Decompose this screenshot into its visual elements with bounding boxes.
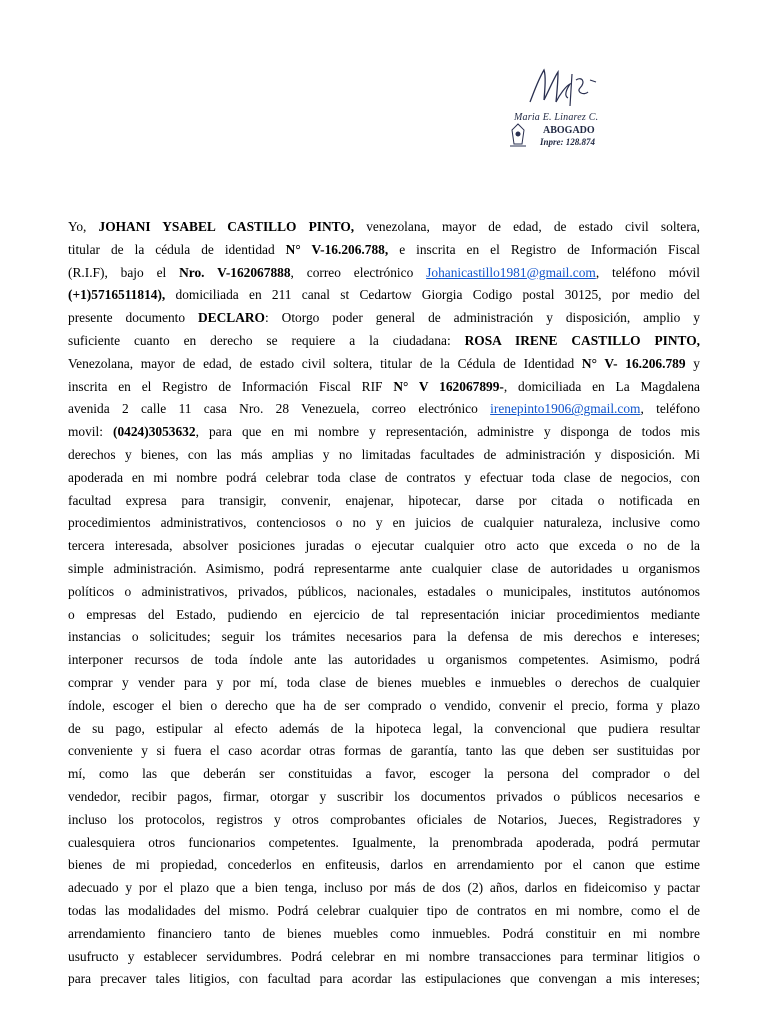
bold-text: JOHANI YSABEL CASTILLO PINTO, xyxy=(98,219,355,234)
body-text-run: incluso los protocolos, registros y otros comprobantes oficiales de Notarios, Jueces, Registradores y xyxy=(68,811,700,827)
body-line xyxy=(68,262,700,285)
stamp-inpre: Inpre: 128.874 xyxy=(540,137,596,147)
bold-text: DECLARO xyxy=(198,310,265,326)
body-text-run: o empresas del Estado, pudiendo en ejercicio de tal representación iniciar procedimientos mediante xyxy=(68,606,700,622)
body-line xyxy=(68,535,700,558)
body-text-run: domiciliada en 211 canal st Cedartow Giorgia Codigo postal 30125, por medio del xyxy=(165,287,700,303)
body-line xyxy=(68,763,700,786)
body-line xyxy=(68,786,700,809)
body-text-run: movil: xyxy=(68,424,113,440)
body-line xyxy=(68,626,700,649)
body-line xyxy=(68,444,700,467)
body-line xyxy=(68,330,700,353)
body-line xyxy=(68,216,700,239)
body-text-run: instancias o solicitudes; seguir los trámites necesarios para la defensa de mis derechos e intereses; xyxy=(68,629,700,645)
body-line xyxy=(68,877,700,900)
body-text-run: presente documento xyxy=(68,310,199,326)
body-line xyxy=(68,809,700,832)
body-line xyxy=(68,558,700,581)
body-text-run: titular de la cédula de identidad xyxy=(68,241,286,257)
body-line xyxy=(68,284,700,307)
body-text-run: políticos o administrativos, privados, públicos, nacionales, estadales o municipales, institutos autónomos xyxy=(68,583,700,599)
body-text-run: Yo, xyxy=(68,219,99,234)
body-text-run: simple administración. Asimismo, podrá representarme ante cualquier clase de autoridades u organismos xyxy=(68,560,700,576)
body-line xyxy=(68,900,700,923)
bold-text: ROSA IRENE CASTILLO PINTO, xyxy=(464,332,700,348)
body-line xyxy=(68,649,700,672)
body-text-run: : Otorgo poder general de administración y disposición, amplio y xyxy=(264,310,700,326)
body-line xyxy=(68,672,700,695)
body-text-run: usufructo y establecer servidumbres. Podrá celebrar en mi nombre transacciones para terminar litigios o xyxy=(68,948,700,964)
body-text-run: mí, como las que deberán ser constituidas a favor, escoger la persona del comprador o del xyxy=(68,766,700,782)
body-text-run: interponer recursos de toda índole ante las autoridades u organismos competentes. Asimismo, podrá xyxy=(68,652,700,668)
body-line xyxy=(68,854,700,877)
body-text-run: (R.I.F), bajo el xyxy=(68,264,180,280)
body-text-run: bienes de mi propiedad, concederlos en enfiteusis, darlos en arrendamiento por el canon que estime xyxy=(68,857,700,873)
body-text-run: , correo electrónico xyxy=(290,264,427,280)
body-line xyxy=(68,604,700,627)
body-line xyxy=(68,581,700,604)
document-body xyxy=(68,216,700,991)
lawyer-stamp xyxy=(500,62,630,154)
bold-text: (+1)5716511814), xyxy=(68,287,166,303)
body-text-run: de su pago, estipular al efecto además de la hipoteca legal, la convencional que pudiera resultar xyxy=(68,720,700,736)
body-line xyxy=(68,490,700,513)
body-text-run: conveniente y si fuera el caso acordar otras formas de garantía, tanto las que deben ser sustituidas por xyxy=(68,743,700,759)
body-text-run: y xyxy=(685,355,700,371)
body-text-run: e inscrita en el Registro de Información Fiscal xyxy=(388,241,700,257)
body-line xyxy=(68,718,700,741)
body-line xyxy=(68,968,700,991)
body-line xyxy=(68,239,700,262)
body-text-run: vendedor, recibir pagos, firmar, otorgar y suscribir los documentos privados o públicos necesarios e xyxy=(68,788,700,804)
body-text-run: apoderada en mi nombre podrá celebrar toda clase de contratos y efectuar toda clase de negocios, con xyxy=(68,469,700,485)
body-text-run: cualesquiera otros funcionarios competentes. Igualmente, la prenombrada apoderada, podrá permutar xyxy=(68,834,700,850)
body-line xyxy=(68,512,700,535)
body-line xyxy=(68,307,700,330)
body-text-run: Venezolana, mayor de edad, de estado civil soltera, titular de la Cédula de Identidad xyxy=(68,355,582,371)
body-line xyxy=(68,353,700,376)
body-text-run: venezolana, mayor de edad, de estado civil soltera, xyxy=(354,219,700,234)
body-line xyxy=(68,946,700,969)
body-line xyxy=(68,695,700,718)
email-link[interactable]: Johanicastillo1981@gmail.com xyxy=(426,264,596,280)
body-text-run: todas las modalidades del mismo. Podrá celebrar cualquier tipo de contratos en mi nombre, como el de xyxy=(68,902,700,918)
body-line xyxy=(68,740,700,763)
body-text-run: índole, escoger el bien o derecho que ha de ser comprado o vendido, convenir el precio, forma y plazo xyxy=(68,697,700,713)
body-text-run: , domiciliada en La Magdalena xyxy=(503,378,700,394)
body-text-run: , teléfono xyxy=(640,401,700,417)
body-text-run: facultad expresa para transigir, convenir, enajenar, hipotecar, darse por citada o notificada en xyxy=(68,492,700,508)
bold-text: (0424)3053632 xyxy=(113,424,196,440)
body-text-run: procedimientos administrativos, contenciosos o no y en juicios de cualquier naturaleza, inclusive como xyxy=(68,515,700,531)
body-text-run: comprar y vender para y por mí, toda clase de bienes muebles e inmuebles o derechos de cualquier xyxy=(68,674,700,690)
body-text-run: adecuado y por el plazo que a bien tenga, incluso por más de dos (2) años, darlos en fideicomiso y pactar xyxy=(68,880,700,896)
body-text-run: derechos y bienes, con las más amplias y no limitadas facultades de administración y disposición. Mi xyxy=(68,446,700,462)
body-text-run: avenida 2 calle 11 casa Nro. 28 Venezuela, correo electrónico xyxy=(68,401,491,417)
body-text-run: , para que en mi nombre y representación, administre y disponga de todos mis xyxy=(195,424,700,440)
body-line xyxy=(68,467,700,490)
body-text-run: para precaver tales litigios, con facultad para acordar las estipulaciones que convengan a mis intereses; xyxy=(68,971,700,987)
body-text-run: tercera interesada, absolver posiciones juradas o ejecutar cualquier otro acto que exceda o no de la xyxy=(68,538,700,554)
bold-text: N° V 162067899- xyxy=(393,378,504,394)
stamp-title: ABOGADO xyxy=(543,125,595,136)
body-text-run: arrendamiento financiero tanto de bienes muebles como inmuebles. Podrá constituir en mi nombre xyxy=(68,925,700,941)
email-link[interactable]: irenepinto1906@gmail.com xyxy=(490,401,641,417)
bold-text: Nro. V-162067888 xyxy=(179,264,291,280)
body-text-run: suficiente cuanto en derecho se requiere a la ciudadana: xyxy=(68,332,465,348)
body-line xyxy=(68,398,700,421)
body-line xyxy=(68,376,700,399)
body-text-run: , teléfono móvil xyxy=(595,264,700,280)
body-line xyxy=(68,832,700,855)
bold-text: N° V-16.206.788, xyxy=(285,241,389,257)
body-text-run: inscrita en el Registro de Información Fiscal RIF xyxy=(68,378,394,394)
body-line xyxy=(68,923,700,946)
body-line xyxy=(68,421,700,444)
stamp-name: Maria E. Linarez C. xyxy=(514,112,599,123)
bold-text: N° V- 16.206.789 xyxy=(581,355,686,371)
